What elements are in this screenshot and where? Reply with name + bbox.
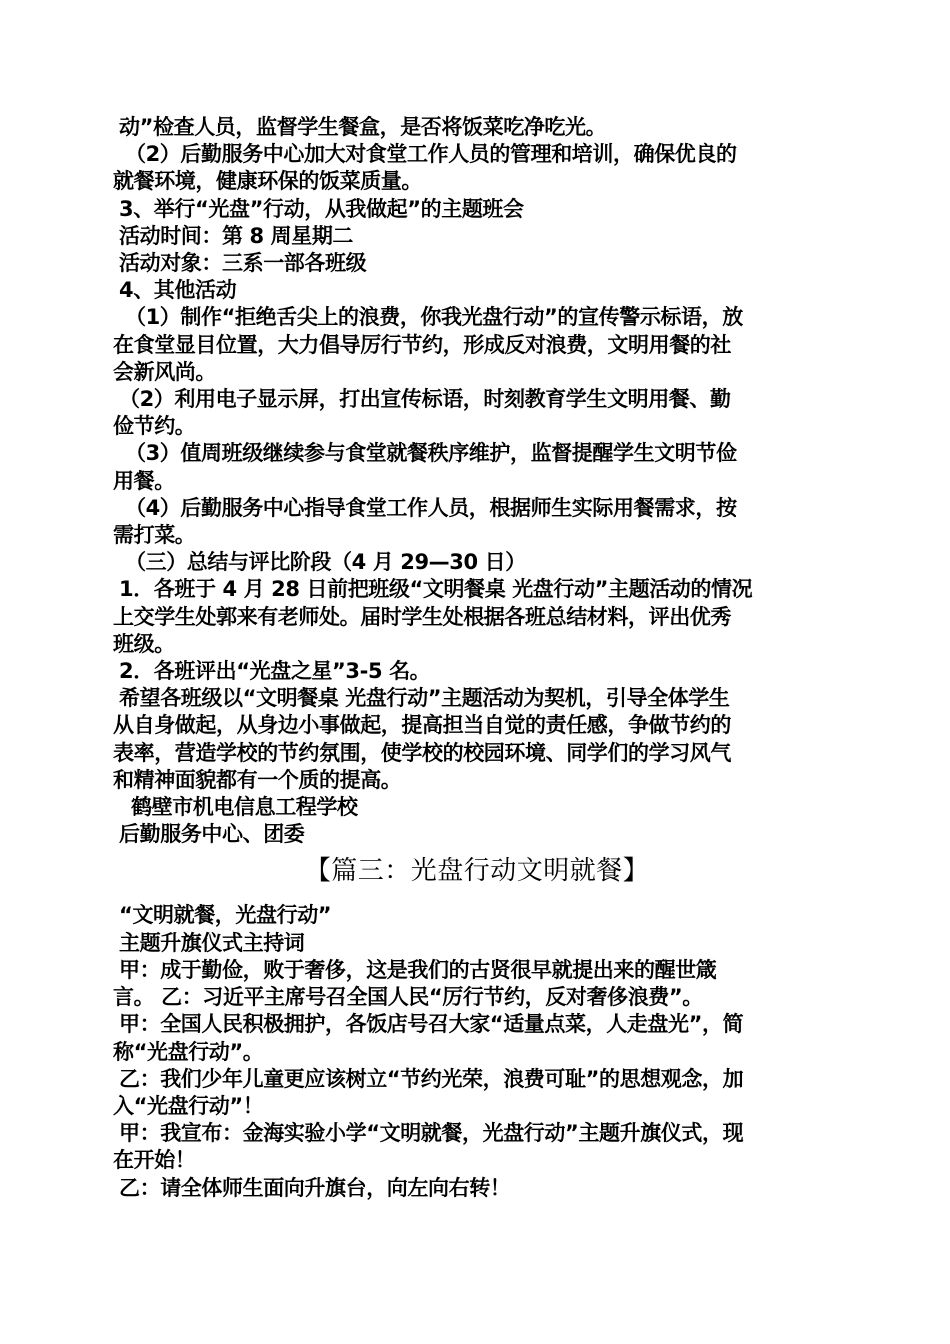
text-line: 动”检查人员，监督学生餐盒，是否将饭菜吃净吃光。 xyxy=(119,115,607,139)
document-page xyxy=(113,114,841,1202)
text-line: 在食堂显目位置，大力倡导厉行节约，形成反对浪费，文明用餐的社 xyxy=(113,332,731,357)
text-line: 乙：我们少年儿童更应该树立“节约光荣，浪费可耻”的思想观念，加 xyxy=(119,1066,744,1091)
signature-department: 后勤服务中心、团委 xyxy=(119,822,305,847)
text-line: 称“光盘行动”。 xyxy=(113,1039,264,1064)
text-line: （3）值周班级继续参与食堂就餐秩序维护，监督提醒学生文明节俭 xyxy=(125,441,737,466)
text-line: （1）制作“拒绝舌尖上的浪费，你我光盘行动”的宣传警示标语，放 xyxy=(125,305,743,330)
text-line: 用餐。 xyxy=(113,468,175,493)
text-line: 和精神面貌都有一个质的提高。 xyxy=(113,767,402,792)
text-line: 在开始！ xyxy=(113,1148,196,1173)
text-line: 从自身做起，从身边小事做起，提高担当自觉的责任感，争做节约的 xyxy=(113,713,731,738)
section-b xyxy=(113,902,841,1201)
text-line: 乙：请全体师生面向升旗台，向左向右转！ xyxy=(119,1175,511,1200)
text-line: 3、举行“光盘”行动，从我做起”的主题班会 xyxy=(119,196,524,221)
text-line: 表率，营造学校的节约氛围，使学校的校园环境、同学们的学习风气 xyxy=(113,740,731,765)
text-line: 就餐环境，健康环保的饭菜质量。 xyxy=(113,169,422,194)
section-heading: 【篇三：光盘行动文明就餐】 xyxy=(304,856,650,887)
signature-school: 鹤壁市机电信息工程学校 xyxy=(131,795,358,820)
text-line: 言。 乙：习近平主席号召全国人民“厉行节约，反对奢侈浪费”。 xyxy=(113,985,703,1010)
text-line: （2）利用电子显示屏，打出宣传标语，时刻教育学生文明用餐、勤 xyxy=(119,387,731,412)
text-line: “文明就餐，光盘行动” xyxy=(119,903,332,928)
text-line: 活动对象：三系一部各班级 xyxy=(119,251,367,276)
text-line: 1．各班于 4 月 28 日前把班级“文明餐桌 光盘行动”主题活动的情况 xyxy=(119,577,753,602)
text-line: （三）总结与评比阶段（4 月 29—30 日） xyxy=(125,550,526,575)
text-line: （2）后勤服务中心加大对食堂工作人员的管理和培训，确保优良的 xyxy=(125,142,737,167)
text-line: 上交学生处郭来有老师处。届时学生处根据各班总结材料，评出优秀 xyxy=(113,604,731,629)
text-line: 会新风尚。 xyxy=(113,359,216,384)
text-line: 活动时间：第 8 周星期二 xyxy=(119,223,354,248)
text-line: 主题升旗仪式主持词 xyxy=(119,930,305,955)
section-a xyxy=(113,114,841,848)
text-line: 俭节约。 xyxy=(113,414,196,439)
text-line: 4、其他活动 xyxy=(119,278,237,303)
text-line: 需打菜。 xyxy=(113,523,196,548)
text-line: 2．各班评出“光盘之星”3-5 名。 xyxy=(119,659,431,684)
text-line: 甲：成于勤俭，败于奢侈，这是我们的古贤很早就提出来的醒世箴 xyxy=(119,957,717,982)
text-line: 甲：全国人民积极拥护，各饭店号召大家“适量点菜，人走盘光”，简 xyxy=(119,1012,744,1037)
text-line: 入“光盘行动”！ xyxy=(113,1093,264,1118)
text-line: 甲：我宣布：金海实验小学“文明就餐，光盘行动”主题升旗仪式，现 xyxy=(119,1121,744,1146)
text-line: 希望各班级以“文明餐桌 光盘行动”主题活动为契机，引导全体学生 xyxy=(119,686,730,711)
text-line: （4）后勤服务中心指导食堂工作人员，根据师生实际用餐需求，按 xyxy=(125,495,737,520)
text-line: 班级。 xyxy=(113,631,175,656)
